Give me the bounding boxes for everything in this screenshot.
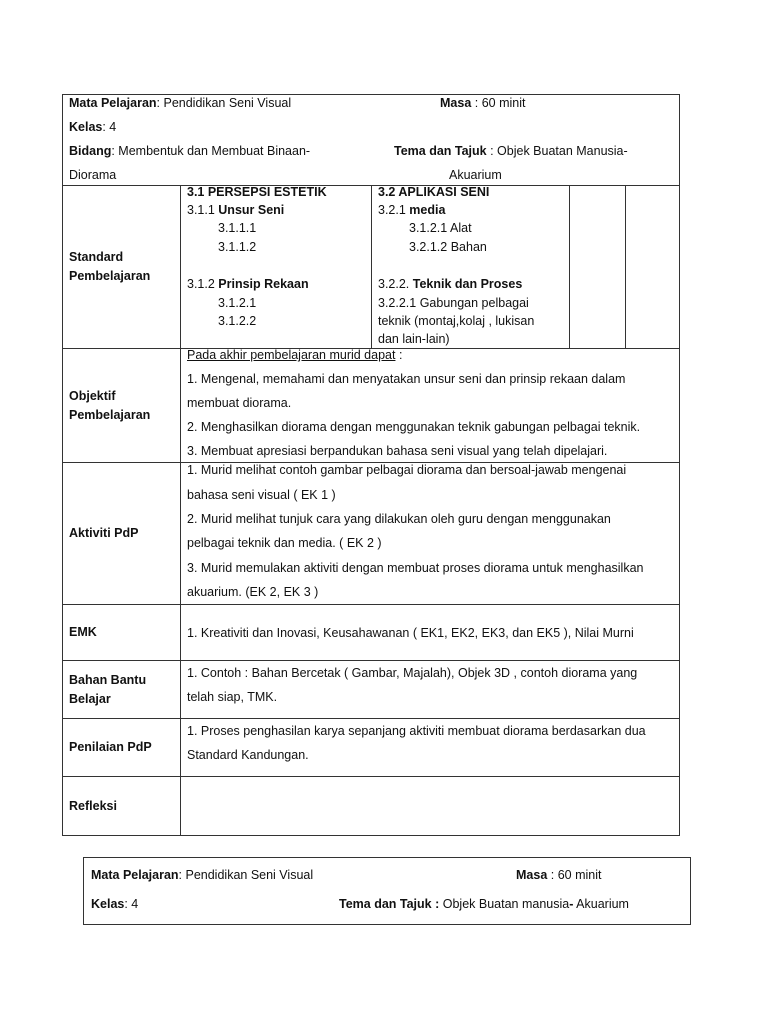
- teknik-proses-label: Teknik dan Proses: [412, 277, 523, 291]
- penilaian-line-2: Standard Kandungan.: [187, 748, 309, 762]
- tema-value: : Objek Buatan Manusia-: [486, 144, 628, 158]
- emk-row: [63, 605, 680, 661]
- bidang-value-cont: Diorama: [69, 168, 117, 182]
- std-alat: 3.1.2.1 Alat: [409, 221, 472, 235]
- objektif-content: [181, 349, 680, 463]
- objektif-label-cell: [63, 349, 181, 463]
- objektif-intro-text: Pada akhir pembelajaran murid dapat: [187, 348, 396, 362]
- masa-value-2: : 60 minit: [547, 868, 602, 882]
- media-num: 3.2.1: [378, 203, 410, 217]
- unsur-seni-line: [187, 203, 284, 218]
- aplikasi-seni-title: 3.2 APLIKASI SENI: [378, 185, 490, 199]
- std-3121: 3.1.2.1: [218, 296, 257, 310]
- lesson-plan-table: [62, 94, 680, 836]
- tema-value-cont: Akuarium: [449, 168, 502, 182]
- emk-text: 1. Kreativiti dan Inovasi, Keusahawanan ( EK1, EK2, EK3, dan EK5 ), Nilai Murni: [187, 625, 634, 640]
- media-line: [378, 203, 445, 218]
- tema-line-2: [339, 896, 629, 912]
- mata-pelajaran-label: Mata Pelajaran: [69, 96, 157, 110]
- aktiviti-line-5: 3. Murid memulakan aktiviti dengan membuat proses diorama untuk menghasilkan: [187, 561, 644, 575]
- objektif-line-4: 3. Membuat apresiasi berpandukan bahasa seni visual yang telah dipelajari.: [187, 444, 608, 458]
- aktiviti-line-4: pelbagai teknik dan media. ( EK 2 ): [187, 536, 382, 550]
- objektif-line-3: 2. Menghasilkan diorama dengan menggunakan teknik gabungan pelbagai teknik.: [187, 420, 641, 434]
- standard-label-cell: [63, 186, 181, 349]
- standard-col1: [181, 186, 372, 349]
- emk-content: [181, 605, 680, 661]
- bahan-line-1: 1. Contoh : Bahan Bercetak ( Gambar, Majalah), Objek 3D , contoh diorama yang: [187, 666, 638, 680]
- prinsip-rekaan-line: [187, 277, 309, 292]
- prinsip-rekaan-num: 3.1.2: [187, 277, 219, 291]
- tema-value-2: Objek Buatan manusia: [439, 897, 570, 911]
- std-bahan: 3.2.1.2 Bahan: [409, 240, 487, 254]
- penilaian-label: Penilaian PdP: [69, 740, 152, 754]
- mata-pelajaran-line: [69, 95, 291, 111]
- aktiviti-label-cell: [63, 463, 181, 605]
- kelas-value: : 4: [102, 120, 117, 134]
- tema-dash-2: -: [569, 897, 574, 911]
- masa-label-2: Masa: [516, 868, 548, 882]
- bahan-row: [63, 661, 680, 719]
- std-teknik-list: teknik (montaj,kolaj , lukisan: [378, 314, 535, 328]
- teknik-proses-num: 3.2.2.: [378, 277, 413, 291]
- bidang-value: : Membentuk dan Membuat Binaan-: [111, 144, 311, 158]
- bahan-label-2: Belajar: [69, 691, 111, 706]
- aktiviti-line-6: akuarium. (EK 2, EK 3 ): [187, 585, 319, 599]
- emk-label: EMK: [69, 625, 97, 639]
- kelas-line-2: [91, 896, 138, 912]
- standard-row: [63, 186, 680, 349]
- kelas-line: [69, 119, 116, 135]
- bahan-label-cell: [63, 661, 181, 719]
- masa-label: Masa: [440, 96, 472, 110]
- unsur-seni-num: 3.1.1: [187, 203, 219, 217]
- std-lain-lain: dan lain-lain): [378, 332, 450, 346]
- bahan-label-1: Bahan Bantu: [69, 672, 147, 687]
- penilaian-content: [181, 719, 680, 777]
- header2-cell: [84, 858, 691, 925]
- aktiviti-line-1: 1. Murid melihat contoh gambar pelbagai diorama dan bersoal-jawab mengenai: [187, 463, 627, 477]
- standard-empty-col4: [626, 186, 680, 349]
- standard-label-2: Pembelajaran: [69, 269, 151, 283]
- unsur-seni-label: Unsur Seni: [218, 203, 285, 217]
- objektif-intro: [187, 348, 402, 363]
- std-3112: 3.1.1.2: [218, 240, 257, 254]
- objektif-row: [63, 349, 680, 463]
- kelas-value-2: : 4: [124, 897, 139, 911]
- refleksi-content: [181, 777, 680, 836]
- bidang-line: [69, 143, 310, 159]
- aktiviti-line-3: 2. Murid melihat tunjuk cara yang dilakukan oleh guru dengan menggunakan: [187, 512, 611, 526]
- penilaian-line-1: 1. Proses penghasilan karya sepanjang aktiviti membuat diorama berdasarkan dua: [187, 724, 646, 738]
- std-gabungan: 3.2.2.1 Gabungan pelbagai: [378, 296, 529, 310]
- objektif-label-2: Pembelajaran: [69, 407, 151, 422]
- bahan-content: [181, 661, 680, 719]
- masa-value: : 60 minit: [471, 96, 526, 110]
- mata-pelajaran-line-2: [91, 867, 313, 883]
- objektif-label-1: Objektif: [69, 388, 116, 403]
- standard-empty-col3: [570, 186, 626, 349]
- tema-label-2: Tema dan Tajuk :: [339, 897, 440, 911]
- masa-line-2: [516, 867, 601, 883]
- aktiviti-label: Aktiviti PdP: [69, 526, 139, 540]
- masa-line: [440, 95, 525, 111]
- mata-pelajaran-label-2: Mata Pelajaran: [91, 868, 179, 882]
- aktiviti-row: [63, 463, 680, 605]
- tema-line: [394, 143, 628, 159]
- header2-row: [84, 858, 691, 925]
- mata-pelajaran-value-2: : Pendidikan Seni Visual: [178, 868, 314, 882]
- emk-label-cell: [63, 605, 181, 661]
- mata-pelajaran-value: : Pendidikan Seni Visual: [156, 96, 292, 110]
- header-row: [63, 95, 680, 186]
- lesson-plan-header-2: [83, 857, 691, 925]
- std-3122: 3.1.2.2: [218, 314, 257, 328]
- refleksi-label-cell: [63, 777, 181, 836]
- header-cell: [63, 95, 680, 186]
- media-label: media: [409, 203, 446, 217]
- objektif-intro-colon: :: [395, 348, 403, 362]
- objektif-line-1: 1. Mengenal, memahami dan menyatakan unsur seni dan prinsip rekaan dalam: [187, 372, 626, 386]
- refleksi-row: [63, 777, 680, 836]
- kelas-label-2: Kelas: [91, 897, 125, 911]
- teknik-proses-line: [378, 277, 522, 292]
- prinsip-rekaan-label: Prinsip Rekaan: [218, 277, 309, 291]
- refleksi-label: Refleksi: [69, 798, 117, 813]
- tema-value-2b: Akuarium: [573, 897, 629, 911]
- tema-label: Tema dan Tajuk: [394, 144, 487, 158]
- penilaian-row: [63, 719, 680, 777]
- std-3111: 3.1.1.1: [218, 221, 257, 235]
- bidang-label: Bidang: [69, 144, 112, 158]
- kelas-label: Kelas: [69, 120, 103, 134]
- penilaian-label-cell: [63, 719, 181, 777]
- aktiviti-content: [181, 463, 680, 605]
- standard-col2: [372, 186, 570, 349]
- standard-label-1: Standard: [69, 250, 124, 264]
- objektif-line-2: membuat diorama.: [187, 396, 292, 410]
- bahan-line-2: telah siap, TMK.: [187, 690, 278, 704]
- aktiviti-line-2: bahasa seni visual ( EK 1 ): [187, 488, 336, 502]
- persepsi-estetik-title: 3.1 PERSEPSI ESTETIK: [187, 185, 327, 199]
